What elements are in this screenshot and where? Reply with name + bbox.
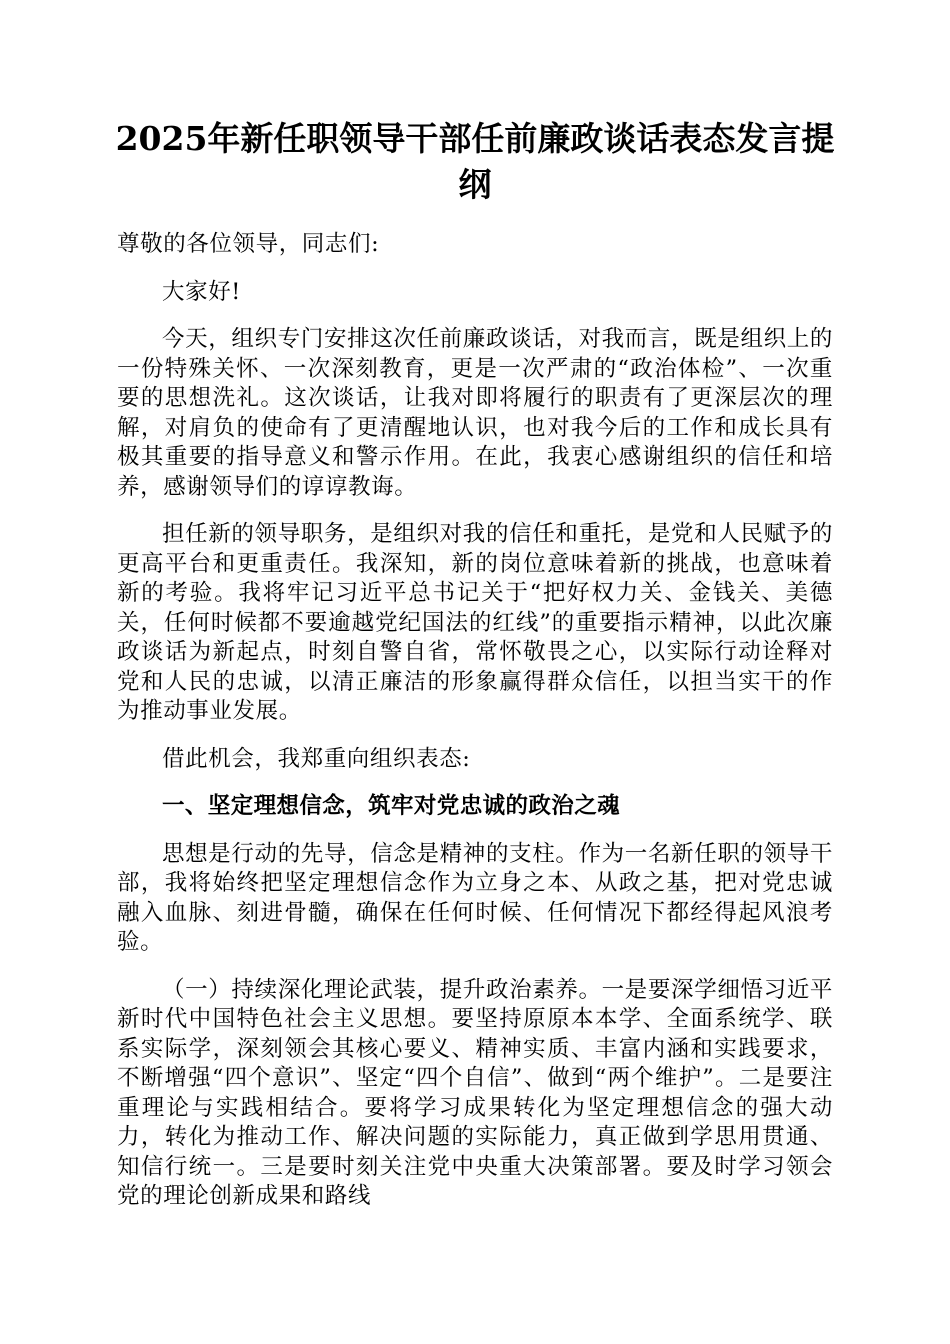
document-body <box>117 230 833 1230</box>
title-text: 年新任职领导干部任前廉政谈话表态发言提纲 <box>207 119 835 204</box>
document-title <box>100 116 850 208</box>
greeting: 大家好! <box>162 278 241 305</box>
section-heading-1: 一、坚定理想信念，筑牢对党忠诚的政治之魂 <box>162 793 621 819</box>
paragraph-intro: 今天，组织专门安排这次任前廉政谈话，对我而言，既是组织上的一份特殊关怀、一次深刻教育，更是一次严肃的“政治体检”、一次重要的思想洗礼。这次谈话，让我对即将履行的职责有了更深层次的理解，对肩负的使命有了更清醒地认识，也对我今后的工作和成长具有极其重要的指导意义和警示作用。在此，我衷心感谢组织的信任和培养，感谢领导们的谆谆教诲。 <box>117 326 833 500</box>
paragraph-section-1: 思想是行动的先导，信念是精神的支柱。作为一名新任职的领导干部，我将始终把坚定理想信念作为立身之本、从政之基，把对党忠诚融入血脉、刻进骨髓，确保在任何时候、任何情况下都经得起风浪考验。 <box>117 840 833 955</box>
paragraph-subsection-1: （一）持续深化理论武装，提升政治素养。一是要深学细悟习近平新时代中国特色社会主义思想。要坚持原原本本学、全面系统学、联系实际学，深刻领会其核心要义、精神实质、丰富内涵和实践要求，不断增强“四个意识”、坚定“四个自信”、做到“两个维护”。二是要注重理论与实践相结合。要将学习成果转化为坚定理想信念的强大动力，转化为推动工作、解决问题的实际能力，真正做到学思用贯通、知信行统一。三是要时刻关注党中央重大决策部署。要及时学习领会党的理论创新成果和路线 <box>117 976 833 1209</box>
title-year: 2025 <box>115 119 208 158</box>
salutation: 尊敬的各位领导，同志们: <box>117 231 380 257</box>
paragraph-pledge-lead: 借此机会，我郑重向组织表态: <box>162 745 471 772</box>
paragraph-responsibility: 担任新的领导职务，是组织对我的信任和重托，是党和人民赋予的更高平台和更重责任。我深知，新的岗位意味着新的挑战，也意味着新的考验。我将牢记习近平总书记关于“把好权力关、金钱关、美德关，任何时候都不要逾越党纪国法的红线”的重要指示精神，以此次廉政谈话为新起点，时刻自警自省，常怀敬畏之心，以实际行动诠释对党和人民的忠诚，以清正廉洁的形象赢得群众信任，以担当实干的作为推动事业发展。 <box>117 521 833 724</box>
